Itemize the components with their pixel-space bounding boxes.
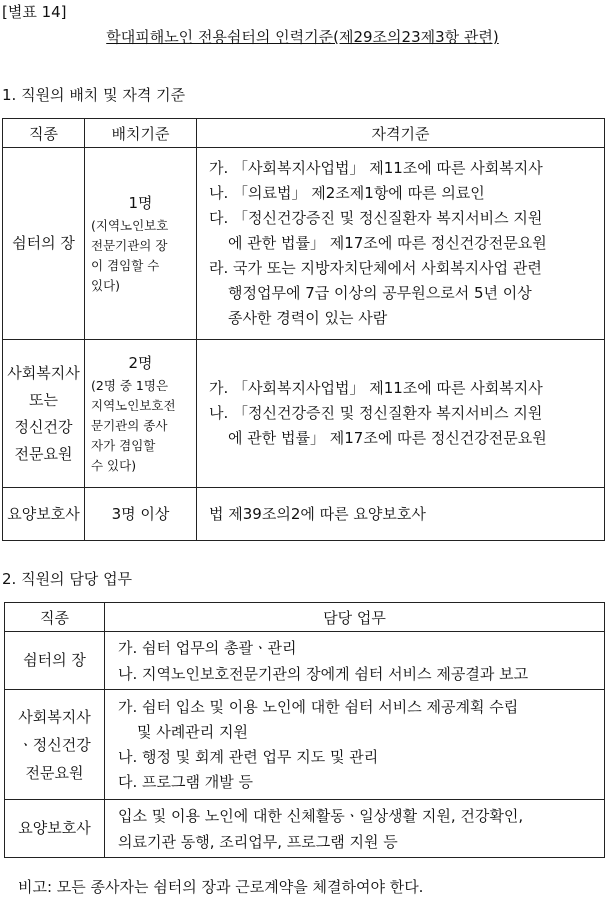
table-row	[3, 340, 605, 488]
header-job: 직종	[5, 603, 105, 632]
job-cell: 요양보호사	[5, 800, 105, 858]
table-row	[5, 632, 605, 690]
job-cell: 쉼터의 장	[3, 148, 85, 340]
job-cell: 사회복지사 또는 정신건강 전문요원	[3, 340, 85, 488]
duties-table	[4, 602, 605, 858]
job-cell: 사회복지사 ㆍ정신건강 전문요원	[5, 690, 105, 800]
placement-cell: 3명 이상	[85, 488, 197, 541]
duties-cell: 가. 쉼터 입소 및 이용 노인에 대한 쉼터 서비스 제공계획 수립 및 사례관리 지원 나. 행정 및 회계 관련 업무 지도 및 관리 다. 프로그램 개발 등	[105, 690, 605, 800]
annex-label: [별표 14]	[2, 3, 67, 21]
job-cell: 쉼터의 장	[5, 632, 105, 690]
job-cell: 요양보호사	[3, 488, 85, 541]
qualification-cell: 가. 「사회복지사업법」 제11조에 따른 사회복지사 나. 「의료법」 제2조제1항에 따른 의료인 다. 「정신건강증진 및 정신질환자 복지서비스 지원 에 관한 법률」 제17조에 따른 정신건강전문요원 라. 국가 또는 지방자치단체에서 사회복지사업 관련 행정업무에 7급 이상의 공무원으로서 5년 이상 종사한 경력이 있는 사람	[197, 148, 605, 340]
header-job: 직종	[3, 119, 85, 148]
header-placement: 배치기준	[85, 119, 197, 148]
qualification-cell: 가. 「사회복지사업법」 제11조에 따른 사회복지사 나. 「정신건강증진 및 정신질환자 복지서비스 지원 에 관한 법률」 제17조에 따른 정신건강전문요원	[197, 340, 605, 488]
duties-cell: 가. 쉼터 업무의 총괄ㆍ관리 나. 지역노인보호전문기관의 장에게 쉼터 서비스 제공결과 보고	[105, 632, 605, 690]
section2-heading: 2. 직원의 담당 업무	[2, 570, 133, 588]
placement-cell: 2명 (2명 중 1명은 지역노인보호전 문기관의 종사 자가 겸임할 수 있다)	[85, 340, 197, 488]
header-qualification: 자격기준	[197, 119, 605, 148]
document-title: 학대피해노인 전용쉼터의 인력기준(제29조의23제3항 관련)	[106, 28, 499, 46]
placement-cell: 1명 (지역노인보호 전문기관의 장 이 겸임할 수 있다)	[85, 148, 197, 340]
table-row	[3, 488, 605, 541]
duties-cell: 입소 및 이용 노인에 대한 신체활동ㆍ일상생활 지원, 건강확인, 의료기관 동행, 조리업무, 프로그램 지원 등	[105, 800, 605, 858]
table-row	[3, 148, 605, 340]
table-row	[5, 800, 605, 858]
staffing-standards-table	[2, 118, 605, 541]
table-row	[5, 690, 605, 800]
qualification-cell: 법 제39조의2에 따른 요양보호사	[197, 488, 605, 541]
section1-heading: 1. 직원의 배치 및 자격 기준	[2, 86, 186, 104]
header-duties: 담당 업무	[105, 603, 605, 632]
footnote: 비고: 모든 종사자는 쉼터의 장과 근로계약을 체결하여야 한다.	[18, 878, 424, 896]
